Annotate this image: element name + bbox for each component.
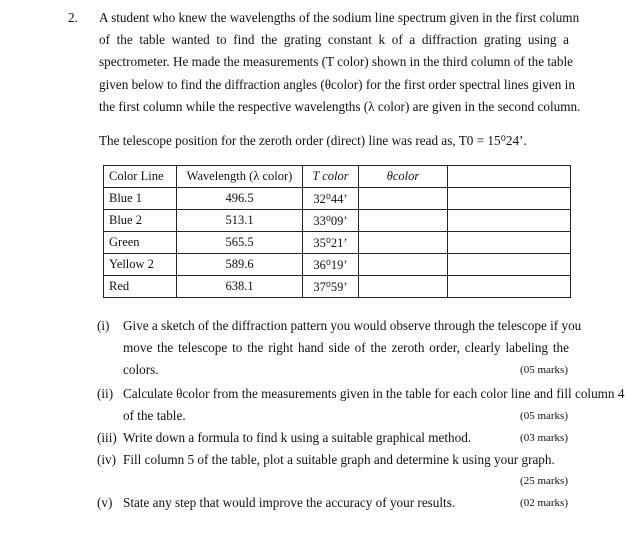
- cell: 32⁰44’: [303, 188, 359, 210]
- question-label: (iv): [97, 452, 117, 467]
- question-text: State any step that would improve the accuracy of your results.: [123, 495, 456, 510]
- question-number: 2.: [68, 10, 78, 25]
- cell: Red: [104, 276, 177, 298]
- empty-cell: [359, 232, 448, 254]
- table-row: [104, 276, 571, 298]
- empty-cell: [359, 210, 448, 232]
- header-cell: T color: [303, 166, 359, 188]
- cell: 513.1: [177, 210, 303, 232]
- marks: (03 marks): [520, 432, 568, 444]
- table-header-row: [104, 166, 571, 188]
- header-cell: [448, 166, 571, 188]
- header-cell: Color Line: [104, 166, 177, 188]
- cell: 496.5: [177, 188, 303, 210]
- question-label: (iii): [97, 430, 117, 445]
- intro-line: A student who knew the wavelengths of the sodium line spectrum given in the first column: [99, 10, 580, 25]
- measurement-table: [103, 165, 571, 298]
- empty-cell: [448, 254, 571, 276]
- table-row: [104, 210, 571, 232]
- cell: 37⁰59’: [303, 276, 359, 298]
- question-label: (v): [97, 495, 113, 510]
- header-cell: θcolor: [359, 166, 448, 188]
- cell: Blue 2: [104, 210, 177, 232]
- cell: 565.5: [177, 232, 303, 254]
- marks: (25 marks): [520, 475, 568, 487]
- cell: 589.6: [177, 254, 303, 276]
- question-text: Fill column 5 of the table, plot a suitable graph and determine k using your graph.: [123, 452, 555, 467]
- cell: Yellow 2: [104, 254, 177, 276]
- table-row: [104, 188, 571, 210]
- empty-cell: [448, 276, 571, 298]
- empty-cell: [359, 188, 448, 210]
- empty-cell: [359, 276, 448, 298]
- question-label: (ii): [97, 386, 114, 401]
- question-label: (i): [97, 318, 110, 333]
- cell: 33⁰09’: [303, 210, 359, 232]
- table-row: [104, 254, 571, 276]
- question-text: move the telescope to the right hand side of the zeroth order, clearly labeling the: [123, 340, 569, 355]
- question-text: Give a sketch of the diffraction pattern you would observe through the telescope if you: [123, 318, 582, 333]
- marks: (05 marks): [520, 410, 568, 422]
- cell: Green: [104, 232, 177, 254]
- cell: Blue 1: [104, 188, 177, 210]
- cell: 35⁰21’: [303, 232, 359, 254]
- question-text: Calculate θcolor from the measurements given in the table for each color line and fill column 4: [123, 386, 625, 401]
- empty-cell: [448, 232, 571, 254]
- cell: 638.1: [177, 276, 303, 298]
- question-text: colors.: [123, 362, 159, 377]
- zeroth-order-line: The telescope position for the zeroth order (direct) line was read as, T0 = 15⁰24’.: [99, 133, 527, 148]
- empty-cell: [448, 210, 571, 232]
- intro-line: spectrometer. He made the measurements (T color) shown in the third column of the table: [99, 54, 573, 69]
- empty-cell: [448, 188, 571, 210]
- intro-line: of the table wanted to find the grating constant k of a diffraction grating using a: [99, 32, 569, 47]
- intro-line: the first column while the respective wavelengths (λ color) are given in the second column.: [99, 99, 581, 114]
- marks: (02 marks): [520, 497, 568, 509]
- intro-line: given below to find the diffraction angles (θcolor) for the first order spectral lines given in: [99, 77, 575, 92]
- marks: (05 marks): [520, 364, 568, 376]
- empty-cell: [359, 254, 448, 276]
- cell: 36⁰19’: [303, 254, 359, 276]
- table-row: [104, 232, 571, 254]
- question-text: of the table.: [123, 408, 186, 423]
- question-text: Write down a formula to find k using a suitable graphical method.: [123, 430, 472, 445]
- header-cell: Wavelength (λ color): [177, 166, 303, 188]
